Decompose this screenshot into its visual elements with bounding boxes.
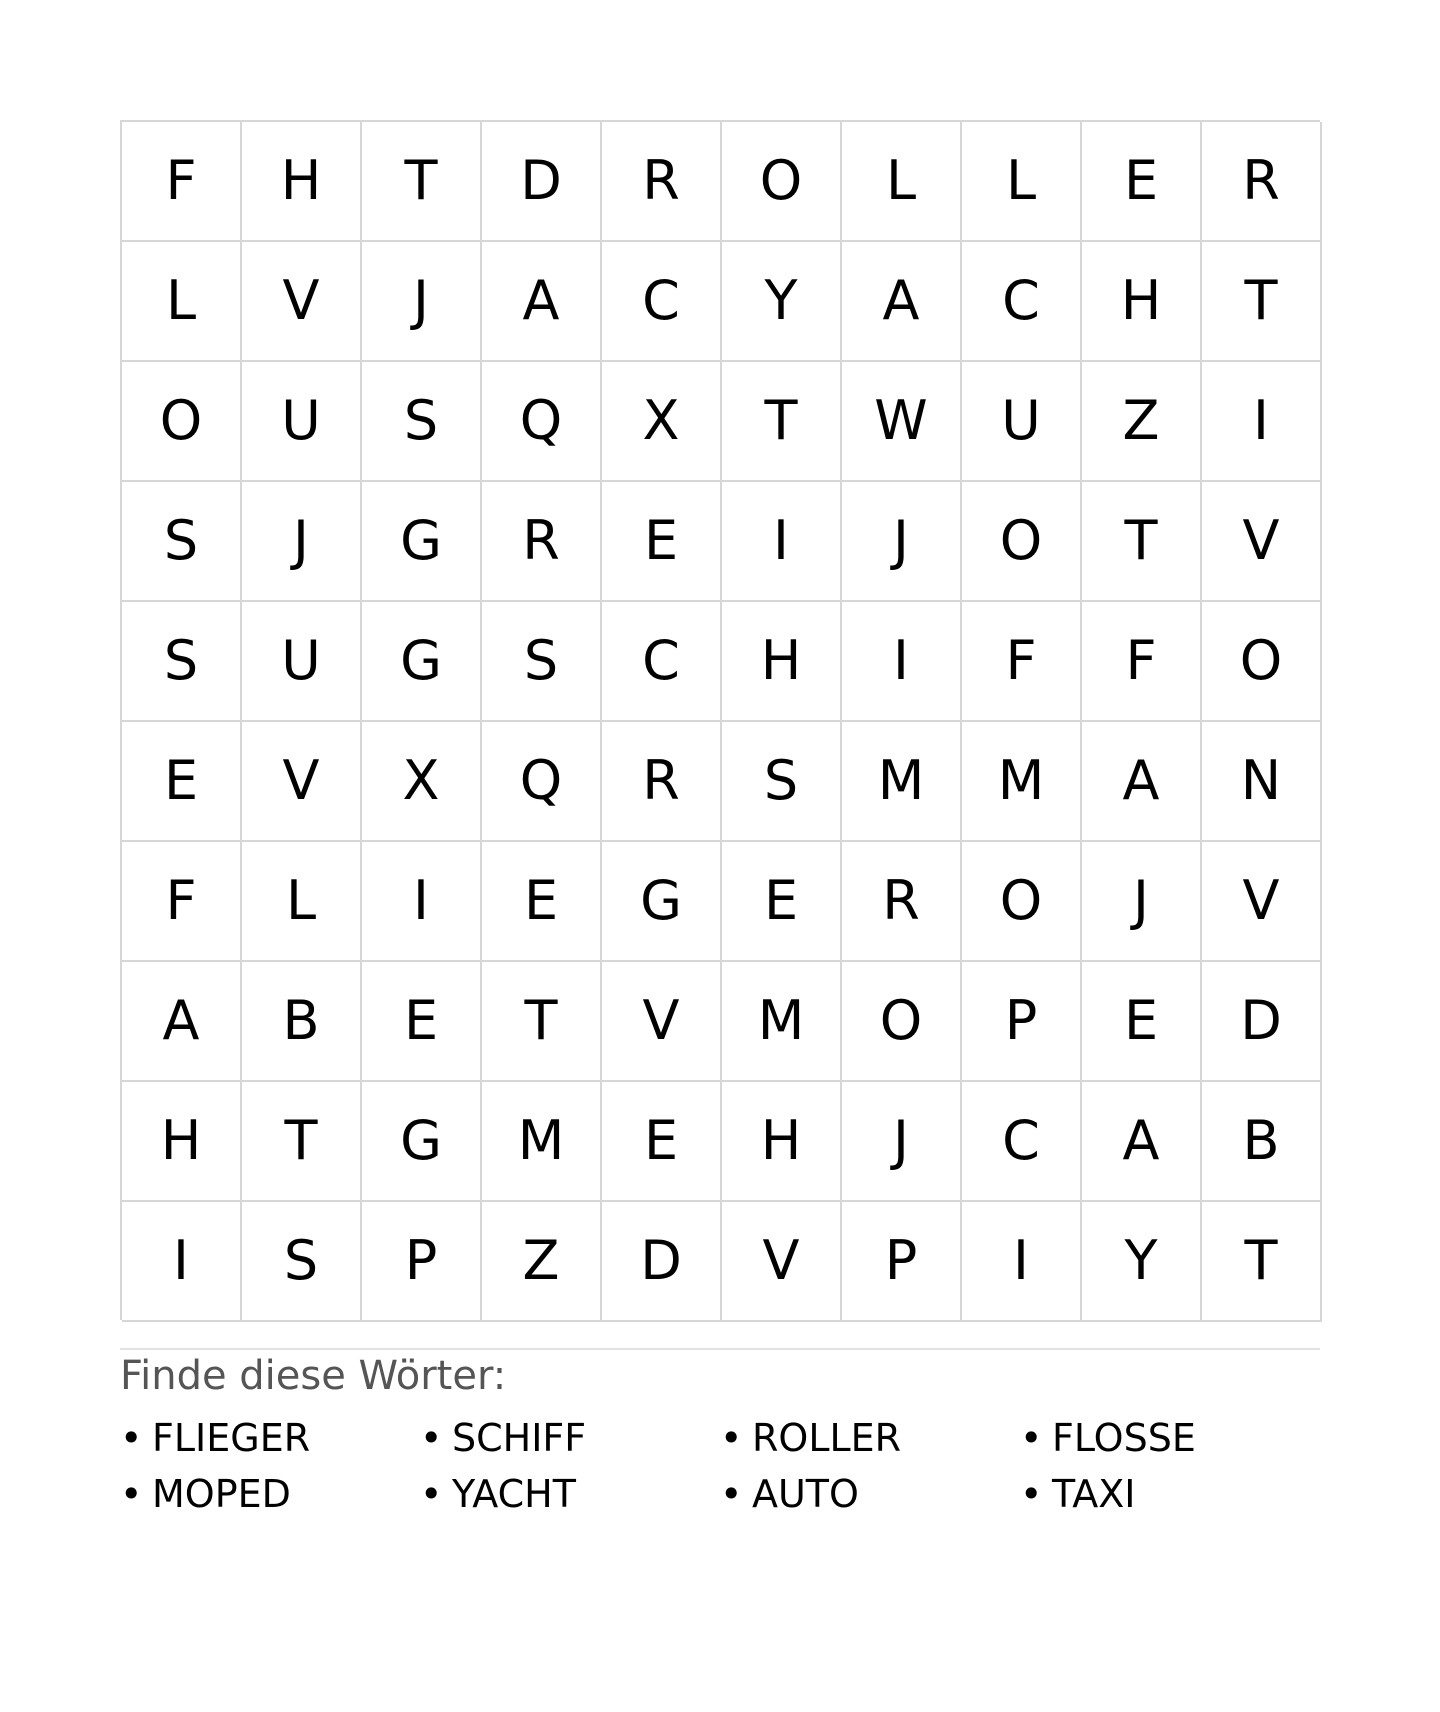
grid-cell[interactable]: A xyxy=(1082,1082,1202,1202)
grid-cell[interactable]: O xyxy=(962,842,1082,962)
grid-cell[interactable]: T xyxy=(482,962,602,1082)
grid-cell[interactable]: O xyxy=(842,962,962,1082)
grid-cell[interactable]: V xyxy=(1202,482,1322,602)
grid-cell[interactable]: W xyxy=(842,362,962,482)
grid-cell[interactable]: C xyxy=(962,242,1082,362)
grid-cell[interactable]: P xyxy=(842,1202,962,1322)
grid-cell[interactable]: G xyxy=(362,482,482,602)
word-label: FLIEGER xyxy=(152,1416,311,1460)
grid-cell[interactable]: H xyxy=(242,122,362,242)
word-label: MOPED xyxy=(152,1472,291,1516)
word-list-item xyxy=(420,1410,720,1466)
word-label: SCHIFF xyxy=(452,1416,587,1460)
grid-cell[interactable]: C xyxy=(962,1082,1082,1202)
grid-cell[interactable]: I xyxy=(842,602,962,722)
word-list-item xyxy=(420,1466,720,1522)
grid-cell[interactable]: M xyxy=(842,722,962,842)
grid-cell[interactable]: J xyxy=(842,482,962,602)
word-list-item xyxy=(120,1466,420,1522)
grid-cell[interactable]: R xyxy=(602,722,722,842)
grid-cell[interactable]: L xyxy=(842,122,962,242)
grid-cell[interactable]: V xyxy=(242,722,362,842)
grid-cell[interactable]: J xyxy=(1082,842,1202,962)
grid-cell[interactable]: P xyxy=(962,962,1082,1082)
grid-cell[interactable]: S xyxy=(362,362,482,482)
grid-cell[interactable]: G xyxy=(362,1082,482,1202)
grid-cell[interactable]: E xyxy=(602,482,722,602)
grid-cell[interactable]: V xyxy=(1202,842,1322,962)
grid-cell[interactable]: R xyxy=(602,122,722,242)
grid-cell[interactable]: C xyxy=(602,242,722,362)
grid-cell[interactable]: O xyxy=(122,362,242,482)
bullet-icon: • xyxy=(1020,1416,1043,1460)
grid-cell[interactable]: X xyxy=(602,362,722,482)
grid-cell[interactable]: M xyxy=(722,962,842,1082)
word-list xyxy=(120,1410,1320,1522)
grid-cell[interactable]: C xyxy=(602,602,722,722)
grid-cell[interactable]: G xyxy=(602,842,722,962)
grid-cell[interactable]: Q xyxy=(482,362,602,482)
divider xyxy=(120,1348,1320,1350)
grid-cell[interactable]: B xyxy=(242,962,362,1082)
grid-cell[interactable]: H xyxy=(722,602,842,722)
grid-cell[interactable]: T xyxy=(242,1082,362,1202)
grid-cell[interactable]: L xyxy=(122,242,242,362)
word-label: FLOSSE xyxy=(1052,1416,1196,1460)
grid-cell[interactable]: P xyxy=(362,1202,482,1322)
grid-cell[interactable]: E xyxy=(1082,962,1202,1082)
grid-cell[interactable]: U xyxy=(242,362,362,482)
grid-cell[interactable]: I xyxy=(962,1202,1082,1322)
word-label: ROLLER xyxy=(752,1416,902,1460)
grid-cell[interactable]: E xyxy=(1082,122,1202,242)
grid-cell[interactable]: E xyxy=(482,842,602,962)
grid-cell[interactable]: I xyxy=(122,1202,242,1322)
grid-cell[interactable]: U xyxy=(242,602,362,722)
grid-cell[interactable]: Q xyxy=(482,722,602,842)
grid-cell[interactable]: I xyxy=(362,842,482,962)
grid-cell[interactable]: A xyxy=(122,962,242,1082)
grid-cell[interactable]: Z xyxy=(1082,362,1202,482)
grid-cell[interactable]: J xyxy=(842,1082,962,1202)
grid-cell[interactable]: R xyxy=(842,842,962,962)
grid-cell[interactable]: T xyxy=(1202,1202,1322,1322)
grid-cell[interactable]: E xyxy=(122,722,242,842)
grid-cell[interactable]: N xyxy=(1202,722,1322,842)
grid-cell[interactable]: J xyxy=(362,242,482,362)
grid-cell[interactable]: R xyxy=(1202,122,1322,242)
grid-cell[interactable]: R xyxy=(482,482,602,602)
grid-cell[interactable]: O xyxy=(962,482,1082,602)
grid-cell[interactable]: A xyxy=(842,242,962,362)
grid-cell[interactable]: I xyxy=(722,482,842,602)
grid-cell[interactable]: I xyxy=(1202,362,1322,482)
bullet-icon: • xyxy=(120,1472,143,1516)
grid-cell[interactable]: M xyxy=(962,722,1082,842)
grid-cell[interactable]: Y xyxy=(1082,1202,1202,1322)
grid-cell[interactable]: O xyxy=(1202,602,1322,722)
grid-cell[interactable]: S xyxy=(722,722,842,842)
grid-cell[interactable]: L xyxy=(962,122,1082,242)
word-list-item xyxy=(120,1410,420,1466)
grid-cell[interactable]: B xyxy=(1202,1082,1322,1202)
grid-cell[interactable]: S xyxy=(482,602,602,722)
grid-cell[interactable]: J xyxy=(242,482,362,602)
bullet-icon: • xyxy=(420,1472,443,1516)
bullet-icon: • xyxy=(1020,1472,1043,1516)
grid-cell[interactable]: S xyxy=(122,482,242,602)
grid-cell[interactable]: V xyxy=(722,1202,842,1322)
grid-cell[interactable]: T xyxy=(722,362,842,482)
word-label: YACHT xyxy=(452,1472,576,1516)
grid-cell[interactable]: O xyxy=(722,122,842,242)
bullet-icon: • xyxy=(420,1416,443,1460)
grid-cell[interactable]: D xyxy=(602,1202,722,1322)
grid-cell[interactable]: X xyxy=(362,722,482,842)
word-list-item xyxy=(720,1410,1020,1466)
grid-cell[interactable]: A xyxy=(482,242,602,362)
word-list-item xyxy=(1020,1466,1320,1522)
grid-cell[interactable]: E xyxy=(362,962,482,1082)
grid-cell[interactable]: T xyxy=(362,122,482,242)
bullet-icon: • xyxy=(120,1416,143,1460)
bullet-icon: • xyxy=(720,1416,743,1460)
grid-cell[interactable]: T xyxy=(1202,242,1322,362)
grid-cell[interactable]: H xyxy=(1082,242,1202,362)
grid-cell[interactable]: A xyxy=(1082,722,1202,842)
grid-cell[interactable]: E xyxy=(602,1082,722,1202)
grid-cell[interactable]: V xyxy=(602,962,722,1082)
grid-cell[interactable]: E xyxy=(722,842,842,962)
grid-cell[interactable]: Z xyxy=(482,1202,602,1322)
grid-cell[interactable]: Y xyxy=(722,242,842,362)
grid-cell[interactable]: V xyxy=(242,242,362,362)
bullet-icon: • xyxy=(720,1472,743,1516)
grid-cell[interactable]: F xyxy=(1082,602,1202,722)
grid-cell[interactable]: S xyxy=(122,602,242,722)
grid-cell[interactable]: F xyxy=(122,842,242,962)
grid-cell[interactable]: U xyxy=(962,362,1082,482)
grid-cell[interactable]: H xyxy=(722,1082,842,1202)
grid-cell[interactable]: F xyxy=(122,122,242,242)
grid-cell[interactable]: T xyxy=(1082,482,1202,602)
grid-cell[interactable]: L xyxy=(242,842,362,962)
grid-cell[interactable]: D xyxy=(482,122,602,242)
grid-cell[interactable]: M xyxy=(482,1082,602,1202)
word-list-item xyxy=(1020,1410,1320,1466)
grid-cell[interactable]: H xyxy=(122,1082,242,1202)
word-label: TAXI xyxy=(1052,1472,1136,1516)
grid-cell[interactable]: S xyxy=(242,1202,362,1322)
letter-grid xyxy=(120,120,1320,1320)
grid-cell[interactable]: D xyxy=(1202,962,1322,1082)
word-label: AUTO xyxy=(752,1472,859,1516)
grid-cell[interactable]: G xyxy=(362,602,482,722)
grid-cell[interactable]: F xyxy=(962,602,1082,722)
word-list-heading: Finde diese Wörter: xyxy=(120,1353,507,1399)
word-list-item xyxy=(720,1466,1020,1522)
